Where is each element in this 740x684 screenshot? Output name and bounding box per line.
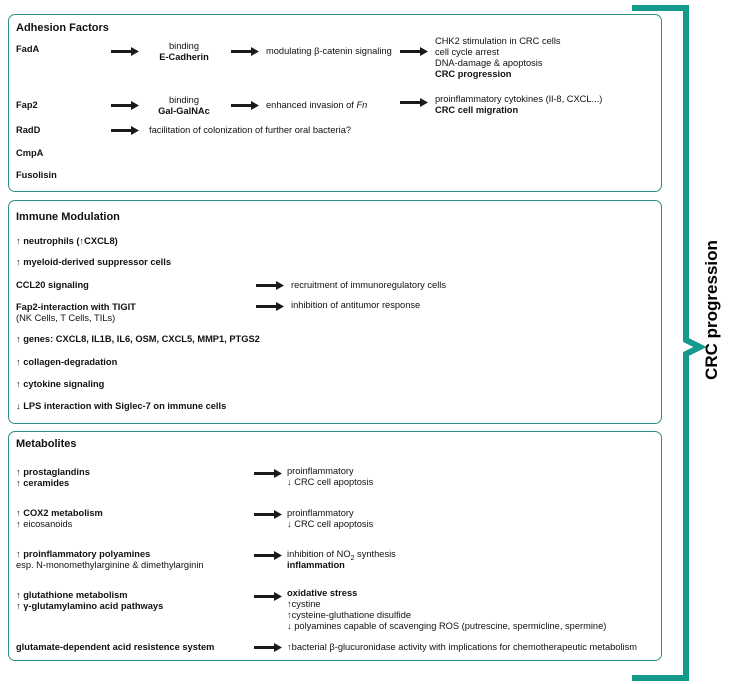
metab-polyamines-detail: esp. N-monomethylarginine & dimethylarginin <box>16 560 204 570</box>
arrow-icon <box>400 98 428 107</box>
fusolisin-label: Fusolisin <box>16 170 57 180</box>
cmpa-label: CmpA <box>16 148 44 158</box>
metab-row5-outcome: ↑bacterial β-glucuronidase activity with implications for chemotherapeutic metabolism <box>287 642 637 652</box>
metab-row4-outcome-4: ↓ polyamines capable of scavenging ROS (putrescine, spermicline, spermine) <box>287 621 607 631</box>
fada-outcome-2: cell cycle arrest <box>435 47 500 57</box>
radd-effect: facilitation of colonization of further oral bacteria? <box>149 125 352 135</box>
metab-row3-outcome-2: inflammation <box>287 560 345 570</box>
immune-row-neutrophils: ↑ neutrophils (↑CXCL8) <box>16 236 118 246</box>
immune-row-ccl20: CCL20 signaling <box>16 280 89 290</box>
fada-effect: modulating β-catenin signaling <box>266 46 392 56</box>
fada-outcome-4: CRC progression <box>435 69 512 79</box>
arrow-icon <box>111 126 139 135</box>
metab-glutamate-system: glutamate-dependent acid resistence system <box>16 642 215 652</box>
arrow-icon <box>254 551 282 560</box>
immune-modulation-title: Immune Modulation <box>16 211 120 223</box>
immune-row-collagen: ↑ collagen-degradation <box>16 357 118 367</box>
immune-row-tigit: Fap2-interaction with TIGIT <box>16 302 136 312</box>
metab-row4-outcome-1: oxidative stress <box>287 588 358 598</box>
fap2-outcome-2: CRC cell migration <box>435 105 519 115</box>
fada-outcome-3: DNA-damage & apoptosis <box>435 58 543 68</box>
metab-row4-outcome-3: ↑cysteine-gluthatione disulfide <box>287 610 412 620</box>
metab-glutamylamino: ↑ γ-glutamylamino acid pathways <box>16 601 164 611</box>
immune-row-ccl20-outcome: recruitment of immunoregulatory cells <box>291 280 447 290</box>
metab-glutathione: ↑ glutathione metabolism <box>16 590 128 600</box>
arrow-icon <box>256 302 284 311</box>
fada-target-label: E-Cadherin <box>159 52 209 62</box>
metab-row1-outcome-2: ↓ CRC cell apoptosis <box>287 477 374 487</box>
metab-row2-outcome-2: ↓ CRC cell apoptosis <box>287 519 374 529</box>
arrow-icon <box>231 47 259 56</box>
metab-eicosanoids: ↑ eicosanoids <box>16 519 73 529</box>
metab-row4-outcome-2: ↑cystine <box>287 599 321 609</box>
fap2-label: Fap2 <box>16 100 38 110</box>
fada-outcome-1: CHK2 stimulation in CRC cells <box>435 36 561 46</box>
arrow-icon <box>256 281 284 290</box>
fap2-target-label: Gal-GalNAc <box>158 106 210 116</box>
arrow-icon <box>111 101 139 110</box>
arrow-icon <box>254 469 282 478</box>
metab-ceramides: ↑ ceramides <box>16 478 70 488</box>
metab-prostaglandins: ↑ prostaglandins <box>16 467 90 477</box>
radd-label: RadD <box>16 125 41 135</box>
immune-row-lps: ↓ LPS interaction with Siglec-7 on immune cells <box>16 401 227 411</box>
arrow-icon <box>254 510 282 519</box>
adhesion-factors-title: Adhesion Factors <box>16 22 109 34</box>
fap2-effect: enhanced invasion of Fn <box>266 100 368 110</box>
metab-polyamines: ↑ proinflammatory polyamines <box>16 549 151 559</box>
immune-modulation-panel <box>8 200 662 424</box>
arrow-icon <box>231 101 259 110</box>
arrow-icon <box>254 643 282 652</box>
metab-row1-outcome-1: proinflammatory <box>287 466 354 476</box>
metabolites-panel <box>8 431 662 661</box>
adhesion-factors-panel <box>8 14 662 192</box>
metab-row3-outcome-1: inhibition of $NO_2$ synthesis <box>287 549 396 562</box>
immune-row-genes: ↑ genes: CXCL8, IL1B, IL6, OSM, CXCL5, MMP1, PTGS2 <box>16 334 260 344</box>
fada-label: FadA <box>16 44 40 54</box>
metab-row2-outcome-1: proinflammatory <box>287 508 354 518</box>
immune-row-mdsc: ↑ myeloid-derived suppressor cells <box>16 257 172 267</box>
arrow-icon <box>254 592 282 601</box>
fap2-outcome-1: proinflammatory cytokines (Il-8, CXCL...) <box>435 94 603 104</box>
immune-row-tigit-outcome: inhibition of antitumor response <box>291 300 421 310</box>
immune-row-cytokine: ↑ cytokine signaling <box>16 379 105 389</box>
immune-row-tigit-cells: (NK Cells, T Cells, TILs) <box>16 313 116 323</box>
crc-progression-text: CRC progression <box>702 240 721 380</box>
metab-cox2: ↑ COX2 metabolism <box>16 508 103 518</box>
metabolites-title: Metabolites <box>16 438 77 450</box>
arrow-icon <box>111 47 139 56</box>
fada-binding-label: binding <box>169 41 199 51</box>
fap2-binding-label: binding <box>169 95 199 105</box>
arrow-icon <box>400 47 428 56</box>
